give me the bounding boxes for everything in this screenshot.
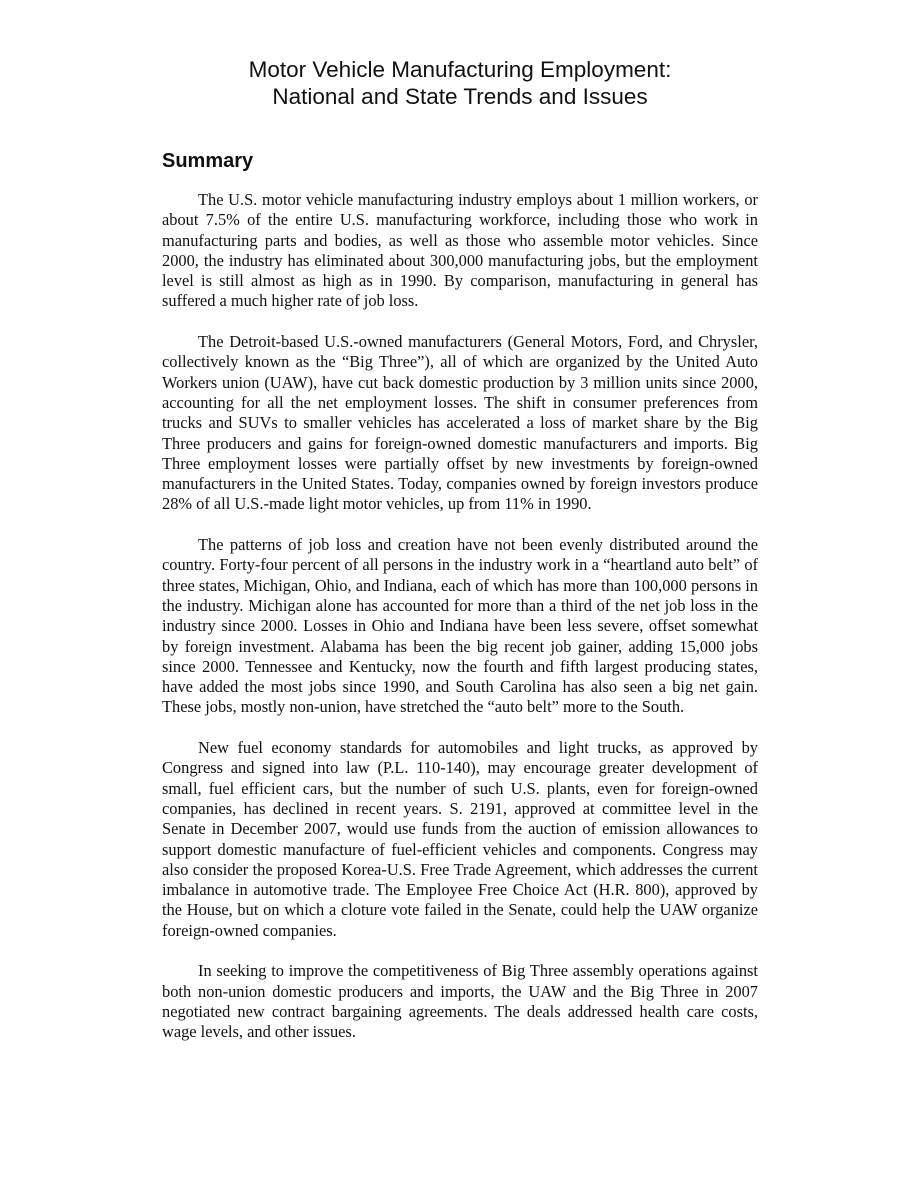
summary-paragraph-3: The patterns of job loss and creation have not been evenly distributed around the country. Forty-four percent of all persons in the industry work in a “heartland auto belt” of three states, Michigan, Ohio, and Indiana, each of which has more than 100,000 persons in the industry. Michigan alone has accounted for more than a third of the net job loss in the industry since 2000. Losses in Ohio and Indiana have been less severe, offset somewhat by foreign investment. Alabama has been the big recent job gainer, adding 15,000 jobs since 2000. Tennessee and Kentucky, now the fourth and fifth largest producing states, have added the most jobs since 1990, and South Carolina has also seen a big net gain. These jobs, mostly non-union, have stretched the “auto belt” more to the South. (162, 535, 758, 717)
section-heading-summary: Summary (162, 150, 254, 172)
document-title (162, 56, 758, 110)
document-page (162, 56, 758, 1042)
summary-paragraph-5: In seeking to improve the competitiveness of Big Three assembly operations against both non-union domestic producers and imports, the UAW and the Big Three in 2007 negotiated new contract bargaining agreements. The deals addressed health care costs, wage levels, and other issues. (162, 961, 758, 1042)
document-title-line-1: Motor Vehicle Manufacturing Employment: (248, 57, 672, 82)
document-title-line-2: National and State Trends and Issues (272, 84, 648, 109)
summary-paragraph-4: New fuel economy standards for automobiles and light trucks, as approved by Congress and signed into law (P.L. 110-140), may encourage greater development of small, fuel efficient cars, but the number of such U.S. plants, even for foreign-owned companies, has declined in recent years. S. 2191, approved at committee level in the Senate in December 2007, would use funds from the auction of emission allowances to support domestic manufacture of fuel-efficient vehicles and components. Congress may also consider the proposed Korea-U.S. Free Trade Agreement, which addresses the current imbalance in automotive trade. The Employee Free Choice Act (H.R. 800), approved by the House, but on which a cloture vote failed in the Senate, could help the UAW organize foreign-owned companies. (162, 738, 758, 940)
summary-paragraph-2: The Detroit-based U.S.-owned manufacturers (General Motors, Ford, and Chrysler, collectively known as the “Big Three”), all of which are organized by the United Auto Workers union (UAW), have cut back domestic production by 3 million units since 2000, accounting for all the net employment losses. The shift in consumer preferences from trucks and SUVs to smaller vehicles has accelerated a loss of market share by the Big Three producers and gains for foreign-owned domestic manufacturers and imports. Big Three employment losses were partially offset by new investments by foreign-owned manufacturers in the United States. Today, companies owned by foreign investors produce 28% of all U.S.-made light motor vehicles, up from 11% in 1990. (162, 332, 758, 514)
summary-paragraph-1: The U.S. motor vehicle manufacturing industry employs about 1 million workers, or about 7.5% of the entire U.S. manufacturing workforce, including those who work in manufacturing parts and bodies, as well as those who assemble motor vehicles. Since 2000, the industry has eliminated about 300,000 manufacturing jobs, but the employment level is still almost as high as in 1990. By comparison, manufacturing in general has suffered a much higher rate of job loss. (162, 190, 758, 311)
